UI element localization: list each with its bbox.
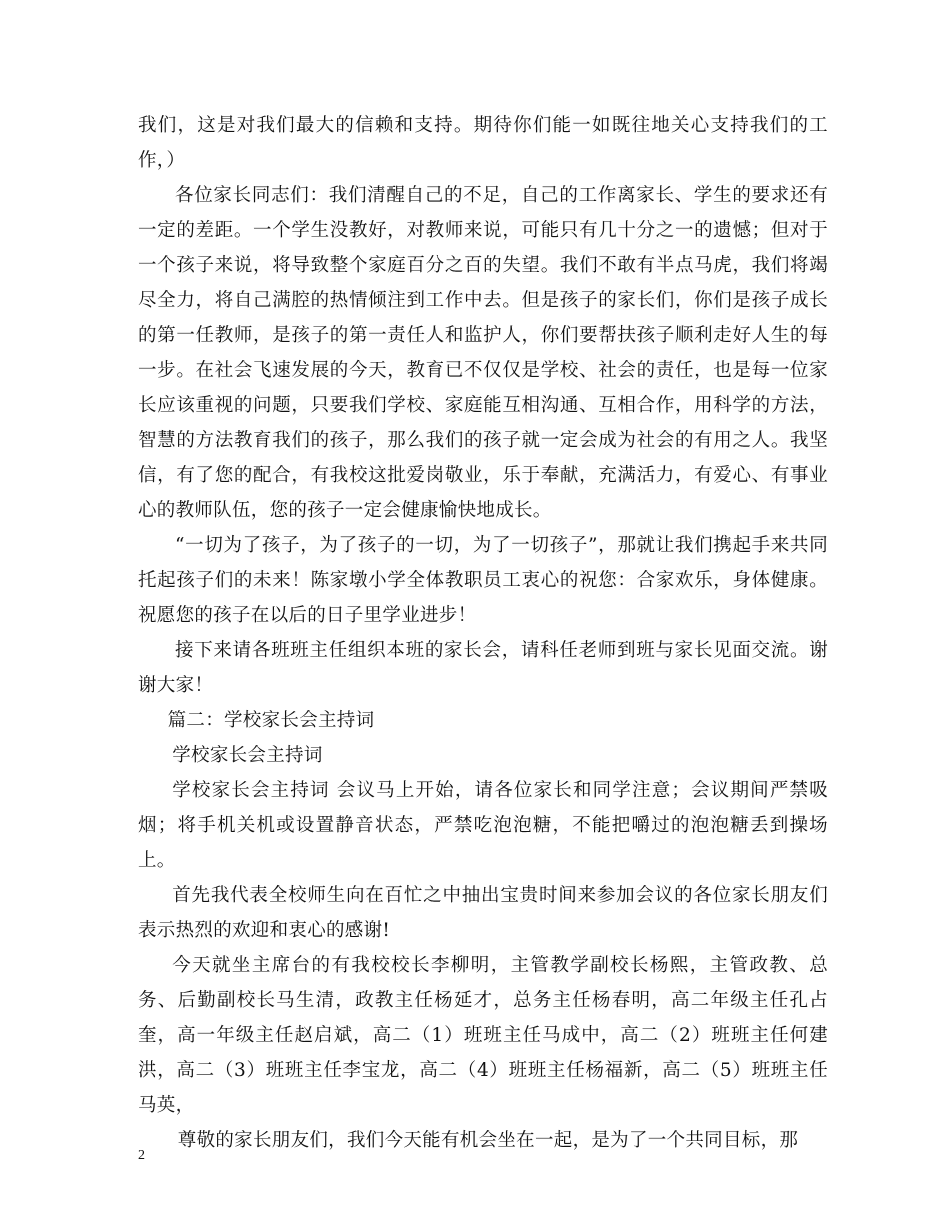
paragraph-1: 我们，这是对我们最大的信赖和支持。期待你们能一如既往地关心支持我们的工作，） [138, 115, 828, 171]
paragraph-4: 接下来请各班班主任组织本班的家长会，请科任老师到班与家长见面交流。谢谢大家！ [138, 640, 828, 696]
paragraph-7: 今天就坐主席台的有我校校长李柳明，主管教学副校长杨熙，主管政教、总务、后勤副校长马生清，政教主任杨延才，总务主任杨春明，高二年级主任孔占奎，高一年级主任赵启斌，高二（1）班班主任马成中，高二（2）班班主任何建洪，高二（3）班班主任李宝龙，高二（4）班班主任杨福新，高二（5）班班主任马英， [138, 955, 828, 1116]
paragraph-5: 学校家长会主持词 会议马上开始，请各位家长和同学注意；会议期间严禁吸烟；将手机关机或设置静音状态，严禁吃泡泡糖，不能把嚼过的泡泡糖丢到操场上。 [138, 780, 828, 871]
document-body [138, 108, 828, 1158]
paragraph-3: “一切为了孩子，为了孩子的一切，为了一切孩子”，那就让我们携起手来共同托起孩子们的未来！陈家墩小学全体教职员工衷心的祝您：合家欢乐，身体健康。祝愿您的孩子在以后的日子里学业进步！ [138, 535, 828, 626]
section-subtitle: 学校家长会主持词 [172, 745, 323, 766]
section-heading: 篇二：学校家长会主持词 [167, 710, 375, 731]
paragraph-6: 首先我代表全校师生向在百忙之中抽出宝贵时间来参加会议的各位家长朋友们表示热烈的欢迎和衷心的感谢! [138, 885, 828, 941]
page-number: 2 [138, 1148, 145, 1163]
paragraph-8: 尊敬的家长朋友们，我们今天能有机会坐在一起，是为了一个共同目标，那 [177, 1130, 799, 1151]
paragraph-2: 各位家长同志们：我们清醒自己的不足，自己的工作离家长、学生的要求还有一定的差距。一个学生没教好，对教师来说，可能只有几十分之一的遗憾；但对于一个孩子来说，将导致整个家庭百分之百的失望。我们不敢有半点马虎，我们将竭尽全力，将自己满腔的热情倾注到工作中去。但是孩子的家长们，你们是孩子成长的第一任教师，是孩子的第一责任人和监护人，你们要帮扶孩子顺利走好人生的每一步。在社会飞速发展的今天，教育已不仅仅是学校、社会的责任，也是每一位家长应该重视的问题，只要我们学校、家庭能互相沟通、互相合作，用科学的方法，智慧的方法教育我们的孩子，那么我们的孩子就一定会成为社会的有用之人。我坚信，有了您的配合，有我校这批爱岗敬业，乐于奉献，充满活力，有爱心、有事业心的教师队伍，您的孩子一定会健康愉快地成长。 [138, 185, 828, 521]
